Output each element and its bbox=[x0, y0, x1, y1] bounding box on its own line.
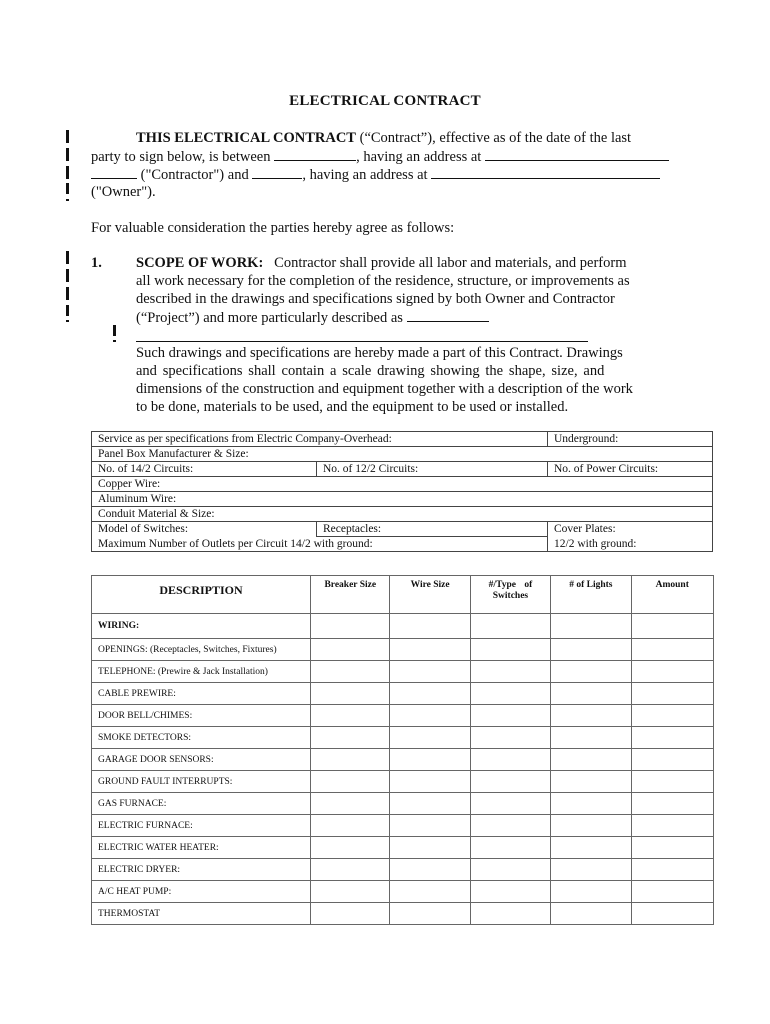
consideration-text: For valuable consideration the parties hereby agree as follows: bbox=[91, 220, 455, 236]
switches-cell[interactable] bbox=[470, 705, 550, 727]
lights-cell[interactable] bbox=[551, 749, 631, 771]
breaker-cell[interactable] bbox=[311, 793, 390, 815]
margin-bar bbox=[66, 287, 69, 300]
ground-12-cell[interactable]: 12/2 with ground: bbox=[548, 537, 713, 552]
type-switches-header-line-1: #/Type of bbox=[488, 580, 533, 590]
section1-line-2: all work necessary for the completion of the residence, structure, or improvements as bbox=[136, 273, 630, 289]
wire-cell[interactable] bbox=[390, 639, 470, 661]
margin-bar bbox=[66, 166, 69, 179]
switches-cell[interactable] bbox=[470, 639, 550, 661]
wire-cell[interactable] bbox=[390, 793, 470, 815]
margin-bar bbox=[66, 251, 69, 264]
switches-cell[interactable] bbox=[470, 683, 550, 705]
wire-cell[interactable] bbox=[390, 815, 470, 837]
margin-dot bbox=[66, 320, 69, 322]
amount-cell[interactable] bbox=[631, 705, 713, 727]
section1-line-1 bbox=[136, 254, 626, 272]
section1-line-1-text: Contractor shall provide all labor and materials, and perform bbox=[274, 255, 627, 271]
section1-para2-line-2: and specifications shall contain a scale drawing showing the shape, size, and bbox=[136, 363, 605, 379]
section-heading: SCOPE OF WORK: bbox=[136, 255, 264, 271]
switches-cell[interactable] bbox=[470, 859, 550, 881]
lights-cell[interactable] bbox=[551, 705, 631, 727]
switches-cell[interactable] bbox=[470, 793, 550, 815]
row-label: ELECTRIC WATER HEATER: bbox=[92, 837, 311, 859]
aluminum-wire-cell[interactable]: Aluminum Wire: bbox=[92, 492, 713, 507]
intro-line-2-a: party to sign below, is between bbox=[91, 149, 275, 165]
amount-cell[interactable] bbox=[631, 881, 713, 903]
row-label: GAS FURNACE: bbox=[92, 793, 311, 815]
circuits-12-cell[interactable]: No. of 12/2 Circuits: bbox=[317, 462, 548, 477]
lights-cell[interactable] bbox=[551, 837, 631, 859]
breaker-cell[interactable] bbox=[311, 837, 390, 859]
section1-line-4 bbox=[136, 308, 489, 327]
owner-address-blank[interactable] bbox=[431, 165, 660, 179]
lights-cell[interactable] bbox=[551, 727, 631, 749]
cover-plates-cell[interactable]: Cover Plates: bbox=[548, 522, 713, 537]
section-number: 1. bbox=[91, 255, 102, 271]
wire-cell[interactable] bbox=[390, 903, 470, 925]
lights-cell[interactable] bbox=[551, 903, 631, 925]
breaker-cell[interactable] bbox=[311, 639, 390, 661]
margin-bar bbox=[66, 269, 69, 282]
amount-cell[interactable] bbox=[631, 727, 713, 749]
type-switches-header bbox=[470, 576, 550, 614]
amount-cell[interactable] bbox=[631, 903, 713, 925]
row-label: THERMOSTAT bbox=[92, 903, 311, 925]
intro-line-4: ("Owner"). bbox=[91, 184, 156, 200]
row-label: TELEPHONE: (Prewire & Jack Installation) bbox=[92, 661, 311, 683]
lights-header: # of Lights bbox=[551, 576, 631, 614]
wire-cell[interactable] bbox=[390, 859, 470, 881]
project-description-blank-2[interactable] bbox=[136, 328, 588, 342]
receptacles-cell[interactable]: Receptacles: bbox=[317, 522, 548, 537]
margin-bar bbox=[113, 325, 116, 336]
margin-bar bbox=[66, 130, 69, 143]
section1-para2-line-4: to be done, materials to be used, and the equipment to be used or installed. bbox=[136, 399, 569, 415]
lights-cell[interactable] bbox=[551, 639, 631, 661]
panel-box-cell[interactable]: Panel Box Manufacturer & Size: bbox=[92, 447, 713, 462]
wire-cell[interactable] bbox=[390, 749, 470, 771]
wire-cell[interactable] bbox=[390, 727, 470, 749]
breaker-cell[interactable] bbox=[311, 614, 390, 639]
contractor-address-blank[interactable] bbox=[485, 147, 669, 161]
intro-line-3-b: , having an address at bbox=[302, 167, 432, 183]
type-switches-header-line-2: Switches bbox=[492, 591, 529, 601]
contractor-name-blank[interactable] bbox=[274, 147, 356, 161]
wire-size-header: Wire Size bbox=[390, 576, 470, 614]
lights-cell[interactable] bbox=[551, 815, 631, 837]
row-label: GROUND FAULT INTERRUPTS: bbox=[92, 771, 311, 793]
amount-cell[interactable] bbox=[631, 639, 713, 661]
breaker-cell[interactable] bbox=[311, 771, 390, 793]
specification-table bbox=[91, 431, 713, 552]
intro-line-1-text: (“Contract”), effective as of the date of the last bbox=[355, 130, 632, 146]
switches-cell[interactable] bbox=[470, 727, 550, 749]
amount-cell[interactable] bbox=[631, 661, 713, 683]
section1-para2-line-3: dimensions of the construction and equipment together with a description of the work bbox=[136, 381, 633, 397]
conduit-cell[interactable]: Conduit Material & Size: bbox=[92, 507, 713, 522]
amount-cell[interactable] bbox=[631, 614, 713, 639]
wire-cell[interactable] bbox=[390, 881, 470, 903]
section1-para2-line-1: Such drawings and specifications are hereby made a part of this Contract. Drawings bbox=[136, 345, 623, 361]
switches-model-cell[interactable]: Model of Switches: bbox=[92, 522, 317, 537]
wire-cell[interactable] bbox=[390, 661, 470, 683]
margin-bar bbox=[66, 183, 69, 194]
intro-line-1 bbox=[136, 129, 631, 147]
breaker-cell[interactable] bbox=[311, 815, 390, 837]
wire-cell[interactable] bbox=[390, 771, 470, 793]
wire-cell[interactable] bbox=[390, 837, 470, 859]
switches-cell[interactable] bbox=[470, 771, 550, 793]
document-title: ELECTRICAL CONTRACT bbox=[289, 93, 481, 109]
switches-cell[interactable] bbox=[470, 614, 550, 639]
intro-line-3-a: ("Contractor") and bbox=[137, 167, 253, 183]
switches-cell[interactable] bbox=[470, 837, 550, 859]
row-label: DOOR BELL/CHIMES: bbox=[92, 705, 311, 727]
row-label: ELECTRIC DRYER: bbox=[92, 859, 311, 881]
breaker-cell[interactable] bbox=[311, 705, 390, 727]
contractor-address-blank-2[interactable] bbox=[91, 165, 137, 179]
section1-line-4-text: (“Project”) and more particularly described as bbox=[136, 310, 407, 326]
row-label: SMOKE DETECTORS: bbox=[92, 727, 311, 749]
breaker-cell[interactable] bbox=[311, 859, 390, 881]
margin-dot bbox=[66, 199, 69, 201]
description-header: DESCRIPTION bbox=[92, 576, 311, 614]
row-label: ELECTRIC FURNACE: bbox=[92, 815, 311, 837]
breaker-cell[interactable] bbox=[311, 749, 390, 771]
wire-cell[interactable] bbox=[390, 683, 470, 705]
switches-cell[interactable] bbox=[470, 881, 550, 903]
margin-bar bbox=[66, 305, 69, 316]
wire-cell[interactable] bbox=[390, 705, 470, 727]
breaker-cell[interactable] bbox=[311, 683, 390, 705]
margin-bar bbox=[66, 148, 69, 161]
section1-line-3: described in the drawings and specifications signed by both Owner and Contractor bbox=[136, 291, 615, 307]
row-label: CABLE PREWIRE: bbox=[92, 683, 311, 705]
amount-cell[interactable] bbox=[631, 815, 713, 837]
row-label: A/C HEAT PUMP: bbox=[92, 881, 311, 903]
wire-cell[interactable] bbox=[390, 614, 470, 639]
lights-cell[interactable] bbox=[551, 881, 631, 903]
lights-cell[interactable] bbox=[551, 793, 631, 815]
lights-cell[interactable] bbox=[551, 661, 631, 683]
breaker-cell[interactable] bbox=[311, 661, 390, 683]
switches-cell[interactable] bbox=[470, 749, 550, 771]
max-outlets-cell[interactable]: Maximum Number of Outlets per Circuit 14/2 with ground: bbox=[92, 537, 548, 552]
switches-cell[interactable] bbox=[470, 815, 550, 837]
intro-lead: THIS ELECTRICAL CONTRACT bbox=[136, 130, 356, 146]
intro-line-3 bbox=[91, 165, 660, 184]
lights-cell[interactable] bbox=[551, 859, 631, 881]
breaker-cell[interactable] bbox=[311, 881, 390, 903]
amount-cell[interactable] bbox=[631, 683, 713, 705]
copper-wire-cell[interactable]: Copper Wire: bbox=[92, 477, 713, 492]
row-label: WIRING: bbox=[92, 614, 311, 639]
power-circuits-cell[interactable]: No. of Power Circuits: bbox=[548, 462, 713, 477]
row-label: OPENINGS: (Receptacles, Switches, Fixtures) bbox=[92, 639, 311, 661]
owner-name-blank[interactable] bbox=[252, 165, 302, 179]
margin-dot bbox=[113, 340, 116, 342]
switches-cell[interactable] bbox=[470, 903, 550, 925]
amount-cell[interactable] bbox=[631, 793, 713, 815]
row-label: GARAGE DOOR SENSORS: bbox=[92, 749, 311, 771]
breaker-size-header: Breaker Size bbox=[311, 576, 390, 614]
lights-cell[interactable] bbox=[551, 614, 631, 639]
amount-header: Amount bbox=[631, 576, 713, 614]
amount-cell[interactable] bbox=[631, 837, 713, 859]
breaker-cell[interactable] bbox=[311, 903, 390, 925]
amount-cell[interactable] bbox=[631, 771, 713, 793]
switches-cell[interactable] bbox=[470, 661, 550, 683]
amount-cell[interactable] bbox=[631, 749, 713, 771]
lights-cell[interactable] bbox=[551, 683, 631, 705]
lights-cell[interactable] bbox=[551, 771, 631, 793]
service-cell[interactable]: Service as per specifications from Electric Company-Overhead: bbox=[92, 432, 548, 447]
intro-line-2 bbox=[91, 147, 669, 166]
underground-cell[interactable]: Underground: bbox=[548, 432, 713, 447]
breaker-cell[interactable] bbox=[311, 727, 390, 749]
amount-cell[interactable] bbox=[631, 859, 713, 881]
circuits-14-cell[interactable]: No. of 14/2 Circuits: bbox=[92, 462, 317, 477]
intro-line-2-b: , having an address at bbox=[356, 149, 485, 165]
project-description-blank[interactable] bbox=[407, 308, 489, 322]
description-grid bbox=[91, 575, 714, 925]
